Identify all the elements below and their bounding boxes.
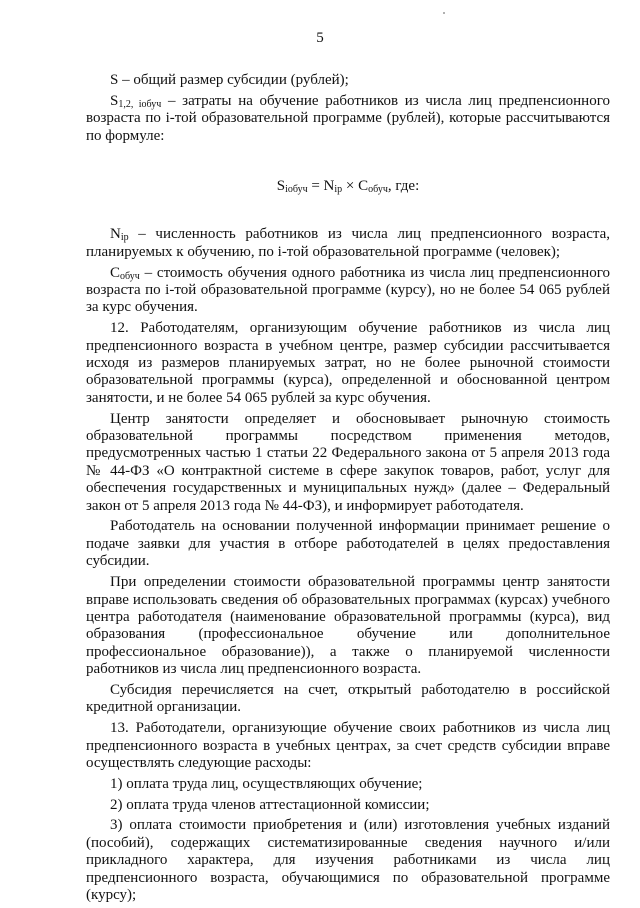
paragraph-item-13: 13. Работодатели, организующие обучение своих работников из числа лиц предпенсионного возраста в учебных центрах, за счет средств субсидии вправе осуществлять следующие расходы: bbox=[86, 720, 610, 771]
paragraph-training-cost-per-worker-text: – стоимость обучения одного работника из числа лиц предпенсионного возраста по i-той образовательной программе (курсу), но не более 54 065 рублей за курс обучения. bbox=[86, 264, 610, 316]
paragraph-employer-decision: Работодатель на основании полученной информации принимает решение о подаче заявки для участия в отборе работодателей в целях предоставления субсидии. bbox=[86, 518, 610, 570]
symbol-s: S bbox=[110, 92, 119, 109]
symbol-n-subscript: ip bbox=[120, 232, 129, 244]
paragraph-market-value: Центр занятости определяет и обосновывает рыночную стоимость образовательной программы посредством применения методов, предусмотренных частью 1 статьи 22 Федерального закона от 5 апреля 2013 года № 44-ФЗ «О контрактной системе в сфере закупок товаров, работ, услуг для обеспечения государственных и муниципальных нужд» (далее – Федеральный закон от 5 апреля 2013 года № 44-ФЗ), и информирует работодателя. bbox=[86, 410, 610, 514]
list-item-3: 3) оплата стоимости приобретения и (или) изготовления учебных изданий (пособий), содержащих систематизированные сведения научного и/или прикладного характера, для изучения работниками из числа лиц предпенсионного возраста, обучающимися по образовательной программе (курсу); bbox=[86, 817, 610, 903]
scan-speck bbox=[443, 12, 445, 14]
formula bbox=[86, 178, 610, 195]
document-body bbox=[86, 72, 610, 908]
paragraph-item-12: 12. Работодателям, организующим обучение работников из числа лиц предпенсионного возраста в учебном центре, размер субсидии рассчитывается исходя из размеров планируемых затрат, но не более рыночной стоимости образовательной программы (курса), определенной и обоснованной центром занятости, и не более 54 065 рублей за курс обучения. bbox=[86, 320, 610, 406]
list-item-2: 2) оплата труда членов аттестационной комиссии; bbox=[110, 796, 430, 813]
formula-n-subscript: ip bbox=[334, 184, 343, 196]
formula-c: × C bbox=[342, 178, 369, 195]
formula-lhs: S bbox=[276, 178, 286, 195]
paragraph-training-costs-text: – затраты на обучение работников из числа лиц предпенсионного возраста по i-той образовательной программе (рублей), которые рассчитываются по формуле: bbox=[86, 92, 610, 144]
symbol-n: N bbox=[110, 226, 121, 243]
symbol-c-subscript: обуч bbox=[120, 270, 140, 282]
paragraph-worker-count bbox=[86, 226, 610, 261]
paragraph-subsidy-transfer: Субсидия перечисляется на счет, открытый работодателю в российской кредитной организации. bbox=[86, 681, 610, 716]
paragraph-training-costs bbox=[86, 93, 610, 145]
page-number: 5 bbox=[316, 30, 324, 46]
formula-n: = N bbox=[307, 178, 335, 195]
paragraph-training-cost-per-worker bbox=[86, 265, 610, 317]
paragraph-worker-count-text: – численность работников из числа лиц предпенсионного возраста, планируемых к обучению, по i-той образовательной программе (человек); bbox=[86, 226, 610, 260]
paragraph-total-subsidy: S – общий размер субсидии (рублей); bbox=[110, 72, 349, 88]
list-item-1: 1) оплата труда лиц, осуществляющих обучение; bbox=[110, 775, 423, 792]
paragraph-cost-determination: При определении стоимости образовательной программы центр занятости вправе использовать сведения об образовательных программах (курсах) учебного центра работодателя (наименование образовательной программы (курса), вид образования (профессиональное обучение или дополнительное профессиональное образование)), а также о планируемой численности работников из числа лиц предпенсионного возраста. bbox=[86, 574, 610, 678]
formula-c-subscript: обуч bbox=[368, 184, 388, 196]
symbol-s-subscript: 1,2, iобуч bbox=[118, 98, 162, 110]
formula-lhs-subscript: iобуч bbox=[285, 184, 308, 196]
symbol-c: C bbox=[110, 264, 121, 281]
formula-tail: , где: bbox=[387, 178, 420, 195]
